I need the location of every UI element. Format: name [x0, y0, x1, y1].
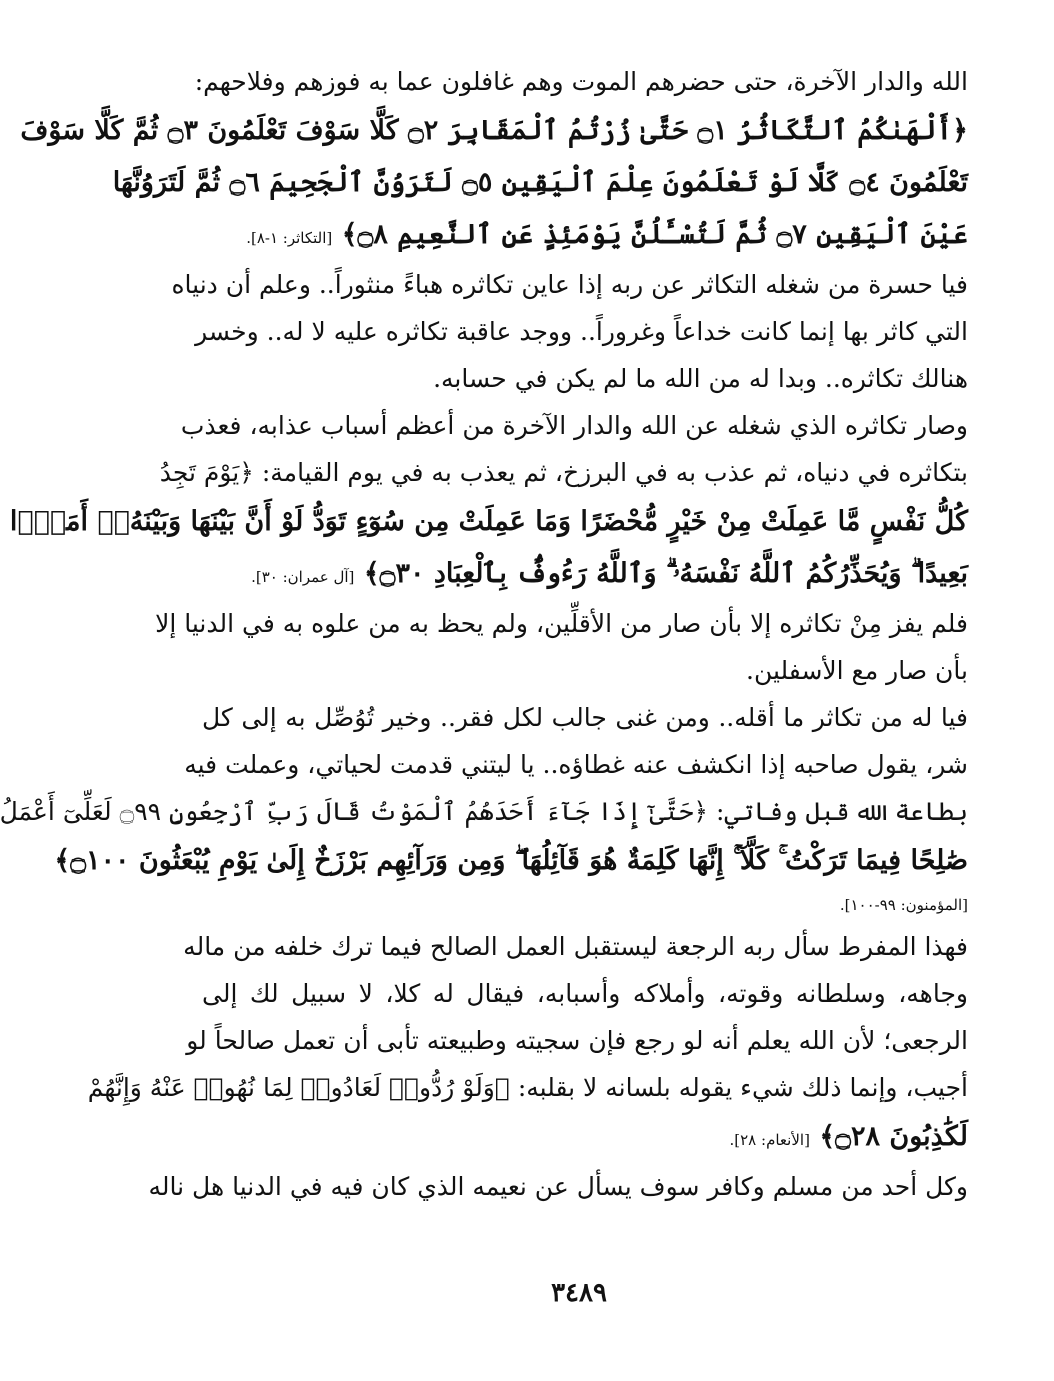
quran-verse-anam: [202, 1111, 968, 1163]
text-line: التي كاثر بها إنما كانت خداعاً وغروراً.. ووجد عاقبة تكاثره عليه لا له.. وخسر: [195, 317, 968, 346]
paragraph: [0, 694, 968, 835]
verse-text: عَيْنَ ٱلْيَقِينِ ۝٧ ثُمَّ لَتُسْـَٔلُنَّ يَوْمَئِذٍ عَنِ ٱلنَّعِيمِ ۝٨﴾: [341, 219, 968, 250]
paragraph: [171, 261, 968, 402]
text-line: بتكاثره في دنياه، ثم عذب به في البرزخ، ثم يعذب به في يوم القيامة: ﴿يَوْمَ تَجِدُ: [159, 458, 968, 487]
verse-reference: [المؤمنون: ٩٩-١٠٠].: [839, 896, 968, 914]
text-line: الرجعى؛ لأن الله يعلم أنه لو رجع فإن سجيته وطبيعته تأبى أن تعمل صالحاً لو: [186, 1026, 968, 1055]
quran-verse-imran: [9, 496, 968, 600]
verse-line: صَٰلِحًا فِيمَا تَرَكْتُ ۚ كَلَّآ ۚ إِنَّهَا كَلِمَةٌ هُوَ قَآئِلُهَا ۖ وَمِن وَرَآئِهِم بَرْزَخٌ إِلَىٰ يَوْمِ يُبْعَثُونَ ۝١٠٠﴾: [54, 845, 968, 876]
text-line: وجاهه، وسلطانه وقوته، وأملاكه وأسبابه، فيقال له كلا، لا سبيل لك إلى: [202, 979, 968, 1008]
text-line: بأن صار مع الأسفلين.: [746, 656, 968, 685]
verse-reference: [الأنعام: ٢٨].: [729, 1131, 810, 1149]
text-line: فيا له من تكاثر ما أقله.. ومن غنى جالب لكل فقر.. وخير تُوُصِّل به إلى كل: [202, 703, 968, 732]
text-line: شر، يقول صاحبه إذا انكشف عنه غطاؤه.. يا ليتني قدمت لحياتي، وعملت فيه: [184, 750, 968, 779]
text-line: أجيب، وإنما ذلك شيء يقوله بلسانه لا بقلبه: ﴿وَلَوْ رُدُّوا۟ لَعَادُوا۟ لِمَا نُهُوا۟ عَنْهُ وَإِنَّهُمْ: [87, 1073, 968, 1102]
verse-text: لَكَٰذِبُونَ ۝٢٨﴾: [819, 1121, 968, 1152]
text-line: فيا حسرة من شغله التكاثر عن ربه إذا عاين تكاثره هباءً منثوراً.. وعلم أن دنياه: [171, 270, 968, 299]
intro-paragraph: [194, 58, 968, 105]
verse-line: [202, 548, 968, 600]
verse-line: [202, 209, 968, 261]
paragraph: [155, 600, 968, 694]
quran-verse-takathur: [20, 105, 968, 261]
verse-reference: [التكاثر: ١-٨].: [246, 229, 333, 247]
verse-reference: [آل عمران: ٣٠].: [251, 568, 355, 586]
paragraph: [148, 1163, 968, 1210]
text-line: هنالك تكاثره.. وبدا له من الله ما لم يكن في حسابه.: [433, 364, 968, 393]
verse-line: كُلُّ نَفْسٍ مَّا عَمِلَتْ مِنْ خَيْرٍ مُّحْضَرًا وَمَا عَمِلَتْ مِن سُوٓءٍ تَوَدُّ لَوْ أَنَّ بَيْنَهَا وَبَيْنَهُۥٓ أَمَدًۢا: [9, 506, 968, 537]
text-line: فلم يفز مِنْ تكاثره إلا بأن صار من الأقلِّين، ولم يحظ به من علوه به في الدنيا إلا: [155, 609, 968, 638]
text-line: بطاعة الله قبل وفاتي: ﴿حَتَّىٰٓ إِذَا جَآءَ أَحَدَهُمُ ٱلْمَوْتُ قَالَ رَبِّ ٱرْجِعُونِ ۝٩٩ لَعَلِّىٓ أَعْمَلُ: [0, 797, 968, 826]
text-line: فهذا المفرط سأل ربه الرجعة ليستقبل العمل الصالح فيما ترك خلفه من ماله: [183, 932, 968, 961]
verse-line: تَعْلَمُونَ ۝٤ كَلَّا لَوْ تَعْلَمُونَ عِلْمَ ٱلْيَقِينِ ۝٥ لَتَرَوُنَّ ٱلْجَحِيمَ ۝٦ ثُمَّ لَتَرَوُنَّهَا: [112, 167, 968, 198]
text-line: وكل أحد من مسلم وكافر سوف يسأل عن نعيمه الذي كان فيه في الدنيا هل ناله: [148, 1172, 968, 1201]
text-line: وصار تكاثره الذي شغله عن الله والدار الآخرة من أعظم أسباب عذابه، فعذب: [180, 411, 968, 440]
verse-line: ﴿أَلْهَىٰكُمُ ٱلتَّكَاثُرُ ۝١ حَتَّىٰ زُرْتُمُ ٱلْمَقَابِرَ ۝٢ كَلَّا سَوْفَ تَعْلَمُونَ ۝٣ ثُمَّ كَلَّا سَوْفَ: [20, 115, 968, 146]
verse-text: بَعِيدًا ۗ وَيُحَذِّرُكُمُ ٱللَّهُ نَفْسَهُۥ ۗ وَٱللَّهُ رَءُوفٌۢ بِٱلْعِبَادِ ۝٣٠﴾: [363, 558, 968, 589]
verse-line: [202, 1111, 968, 1163]
paragraph: [87, 923, 968, 1111]
paragraph: [159, 402, 968, 496]
quran-verse-muminun: [54, 835, 968, 923]
text-line: الله والدار الآخرة، حتى حضرهم الموت وهم غافلون عما به فوزهم وفلاحهم:: [194, 67, 968, 96]
page-number: ٣٤٨٩: [551, 1278, 607, 1308]
